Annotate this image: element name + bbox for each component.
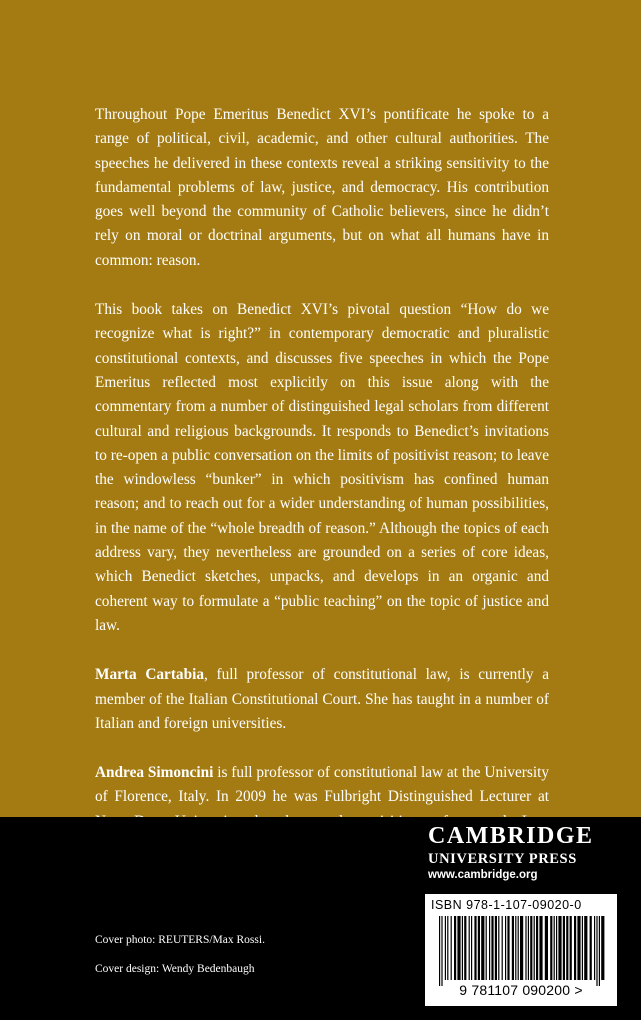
barcode-bar (530, 916, 532, 980)
author-name: Andrea Simoncini (95, 764, 214, 782)
barcode-bar (599, 916, 600, 986)
barcode-bar (469, 916, 470, 980)
barcode-bar (584, 916, 587, 980)
barcode-bar (505, 916, 506, 980)
barcode-bar (550, 916, 552, 980)
barcode-bar (518, 916, 519, 980)
author-name: Marta Cartabia (95, 666, 204, 684)
isbn-label: ISBN 978-1-107-09020-0 (431, 898, 582, 912)
barcode-bar (594, 916, 595, 980)
barcode-bar (556, 916, 557, 980)
barcode-bar (601, 916, 604, 980)
barcode-bar (582, 916, 583, 980)
barcode-bar (478, 916, 480, 980)
barcode-bar (495, 916, 497, 980)
barcode-bar (474, 916, 476, 980)
barcode-bar (577, 916, 580, 980)
barcode-bar (515, 916, 516, 980)
barcode-bar (545, 916, 548, 980)
publisher-logo (428, 822, 608, 881)
barcode-bar (447, 916, 448, 980)
publisher-website: www.cambridge.org (428, 869, 538, 881)
barcode-bar (445, 916, 446, 980)
barcode-bar (554, 916, 555, 980)
barcode-bar (454, 916, 456, 980)
barcode-bar (441, 916, 442, 986)
barcode-bar (512, 916, 514, 980)
barcode-bar (451, 916, 452, 980)
barcode-bar (486, 916, 487, 980)
barcode-bar (462, 916, 463, 980)
barcode-bar (520, 916, 523, 980)
barcode-bar (464, 916, 466, 980)
barcode-bar (596, 916, 597, 986)
barcode-bar (558, 916, 561, 980)
barcode-bar (471, 916, 472, 980)
cover-design-credit: Cover design: Wendy Bedenbaugh (95, 963, 255, 975)
barcode-bar (491, 916, 493, 980)
barcode-bar (528, 916, 529, 980)
blurb-paragraph-2: This book takes on Benedict XVI’s pivotal question “How do we recognize what is right?” in contemporary democratic and pluralistic constitutional contexts, and discusses five speeches in which the Pope Emeritus reflected most explicitly on this issue along with the commentary from a number of distinguished legal scholars from different cultural and religious backgrounds. It responds to Benedict’s invitations to re-open a public conversation on the limits of positivist reason; to leave the windowless “bunker” in which positivism has confined human reason; and to reach out for a wider understanding of human possibilities, in the name of the “whole breadth of reason.” Although the topics of each address vary, they nevertheless are grounded on a series of core ideas, which Benedict sketches, unpacks, and develops in an organic and coherent way to formulate a “public teaching” on the topic of justice and law. (95, 301, 549, 634)
barcode-bar (590, 916, 592, 980)
barcode-bar (489, 916, 490, 980)
barcode-bar (457, 916, 460, 980)
barcode-bar (525, 916, 526, 980)
barcode-bar (566, 916, 568, 980)
publisher-subtitle: UNIVERSITY PRESS (428, 851, 577, 867)
barcode-bar (502, 916, 503, 980)
cover-credits (95, 932, 265, 977)
barcode-bar (539, 916, 542, 980)
barcode-bar (534, 916, 535, 980)
barcode-bar (570, 916, 572, 980)
barcode-bar (574, 916, 576, 980)
barcode-bar (498, 916, 499, 980)
author-bio-1 (95, 663, 549, 736)
barcode-panel (425, 894, 617, 1006)
cover-photo-credit: Cover photo: REUTERS/Max Rossi. (95, 934, 265, 946)
barcode-bar (507, 916, 509, 980)
barcode-digits: 9 781107 090200 > (459, 982, 583, 998)
barcode-bar (563, 916, 565, 980)
blurb-paragraph-1: Throughout Pope Emeritus Benedict XVI’s pontificate he spoke to a range of political, civil, academic, and other cultural authorities. The speeches he delivered in these contexts reveal a striking sensitivity to the fundamental problems of law, justice, and democracy. His contribution goes well beyond the community of Catholic believers, since he didn’t rely on moral or doctrinal arguments, but on what all humans have in common: reason. (95, 106, 549, 269)
barcode-bar (481, 916, 484, 980)
author-bio-text: is full professor of constitutional law at the University of Florence, Italy. In 2009 he was Fulbright Distinguished Lecturer at (95, 764, 549, 806)
back-cover-blurb (95, 103, 549, 858)
barcode-bar (439, 916, 440, 986)
publisher-name: CAMBRIDGE (428, 823, 594, 849)
barcode-bar (536, 916, 538, 980)
author-bio-text: , full professor of constitutional law, is currently a member of the Italian Constitutional Court. She has taught in a number of Italian and foreign universities. (95, 666, 549, 732)
